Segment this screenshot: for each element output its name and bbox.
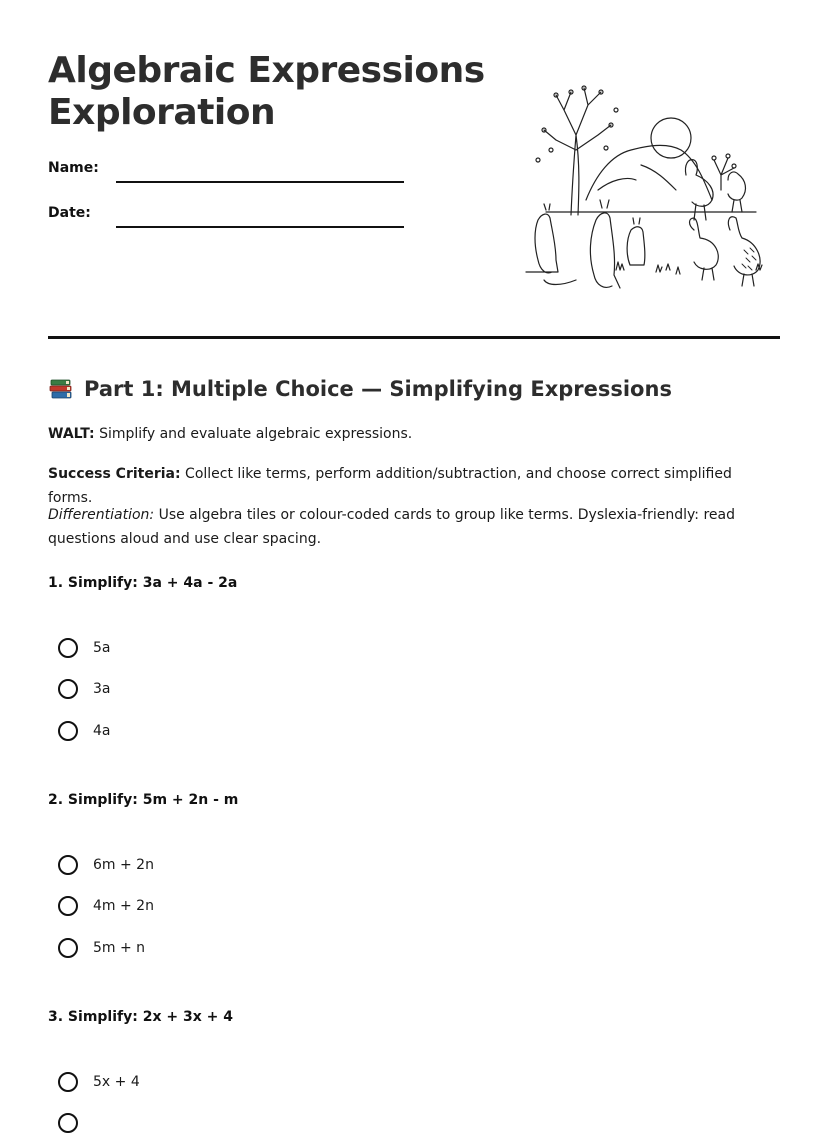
option-label: 5x + 4 [93, 1074, 140, 1090]
radio-button[interactable] [58, 855, 78, 875]
option-label: 4m + 2n [93, 898, 154, 914]
tree-shape [544, 88, 611, 215]
differentiation-text: Use algebra tiles or colour-coded cards to group like terms. Dyslexia-friendly: read questions aloud and use clear spacing. [48, 507, 735, 547]
question-3-option-2-partial[interactable] [58, 1111, 78, 1135]
question-1: 1. Simplify: 3a + 4a - 2a [48, 575, 238, 591]
books-icon [48, 376, 74, 402]
option-label: 6m + 2n [93, 857, 154, 873]
option-label: 5a [93, 640, 111, 656]
success-text: Collect like terms, perform addition/subtraction, and choose correct simplified forms. [48, 466, 732, 506]
differentiation-label: Differentiation: [48, 507, 155, 523]
name-field-row [48, 160, 408, 184]
title-line-1: Algebraic Expressions [48, 50, 485, 91]
australian-animals-illustration [516, 80, 772, 296]
radio-button[interactable] [58, 896, 78, 916]
page-title [48, 50, 488, 134]
walt-label: WALT: [48, 426, 95, 442]
option-label: 3a [93, 681, 111, 697]
emu-shape [685, 160, 713, 220]
radio-button[interactable] [58, 938, 78, 958]
radio-button[interactable] [58, 679, 78, 699]
radio-button[interactable] [58, 638, 78, 658]
walt-text: Simplify and evaluate algebraic expressions. [94, 426, 413, 442]
question-2-option-2[interactable] [58, 894, 154, 918]
question-1-option-3[interactable] [58, 719, 111, 743]
question-2-option-3[interactable] [58, 936, 145, 960]
title-line-2: Exploration [48, 92, 276, 133]
radio-button[interactable] [58, 1113, 78, 1133]
rock-shape [586, 145, 712, 200]
differentiation-paragraph [48, 503, 768, 551]
option-label: 4a [93, 723, 111, 739]
name-line[interactable] [116, 181, 404, 183]
question-2-option-1[interactable] [58, 853, 154, 877]
name-label: Name: [48, 160, 99, 176]
success-label: Success Criteria: [48, 466, 181, 482]
question-3: 3. Simplify: 2x + 3x + 4 [48, 1009, 233, 1025]
question-1-option-1[interactable] [58, 636, 111, 660]
sun-shape [651, 118, 691, 158]
radio-button[interactable] [58, 1072, 78, 1092]
date-field-row [48, 205, 408, 229]
date-label: Date: [48, 205, 91, 221]
date-line[interactable] [116, 226, 404, 228]
question-1-option-2[interactable] [58, 677, 111, 701]
question-2: 2. Simplify: 5m + 2n - m [48, 792, 239, 808]
walt-paragraph [48, 422, 768, 446]
part1-heading-text: Part 1: Multiple Choice — Simplifying Expressions [84, 377, 672, 401]
kangaroo-shape [526, 204, 558, 273]
option-label: 5m + n [93, 940, 146, 956]
part1-heading [48, 375, 672, 403]
section-divider [48, 336, 780, 339]
radio-button[interactable] [58, 721, 78, 741]
question-3-option-1[interactable] [58, 1070, 140, 1094]
